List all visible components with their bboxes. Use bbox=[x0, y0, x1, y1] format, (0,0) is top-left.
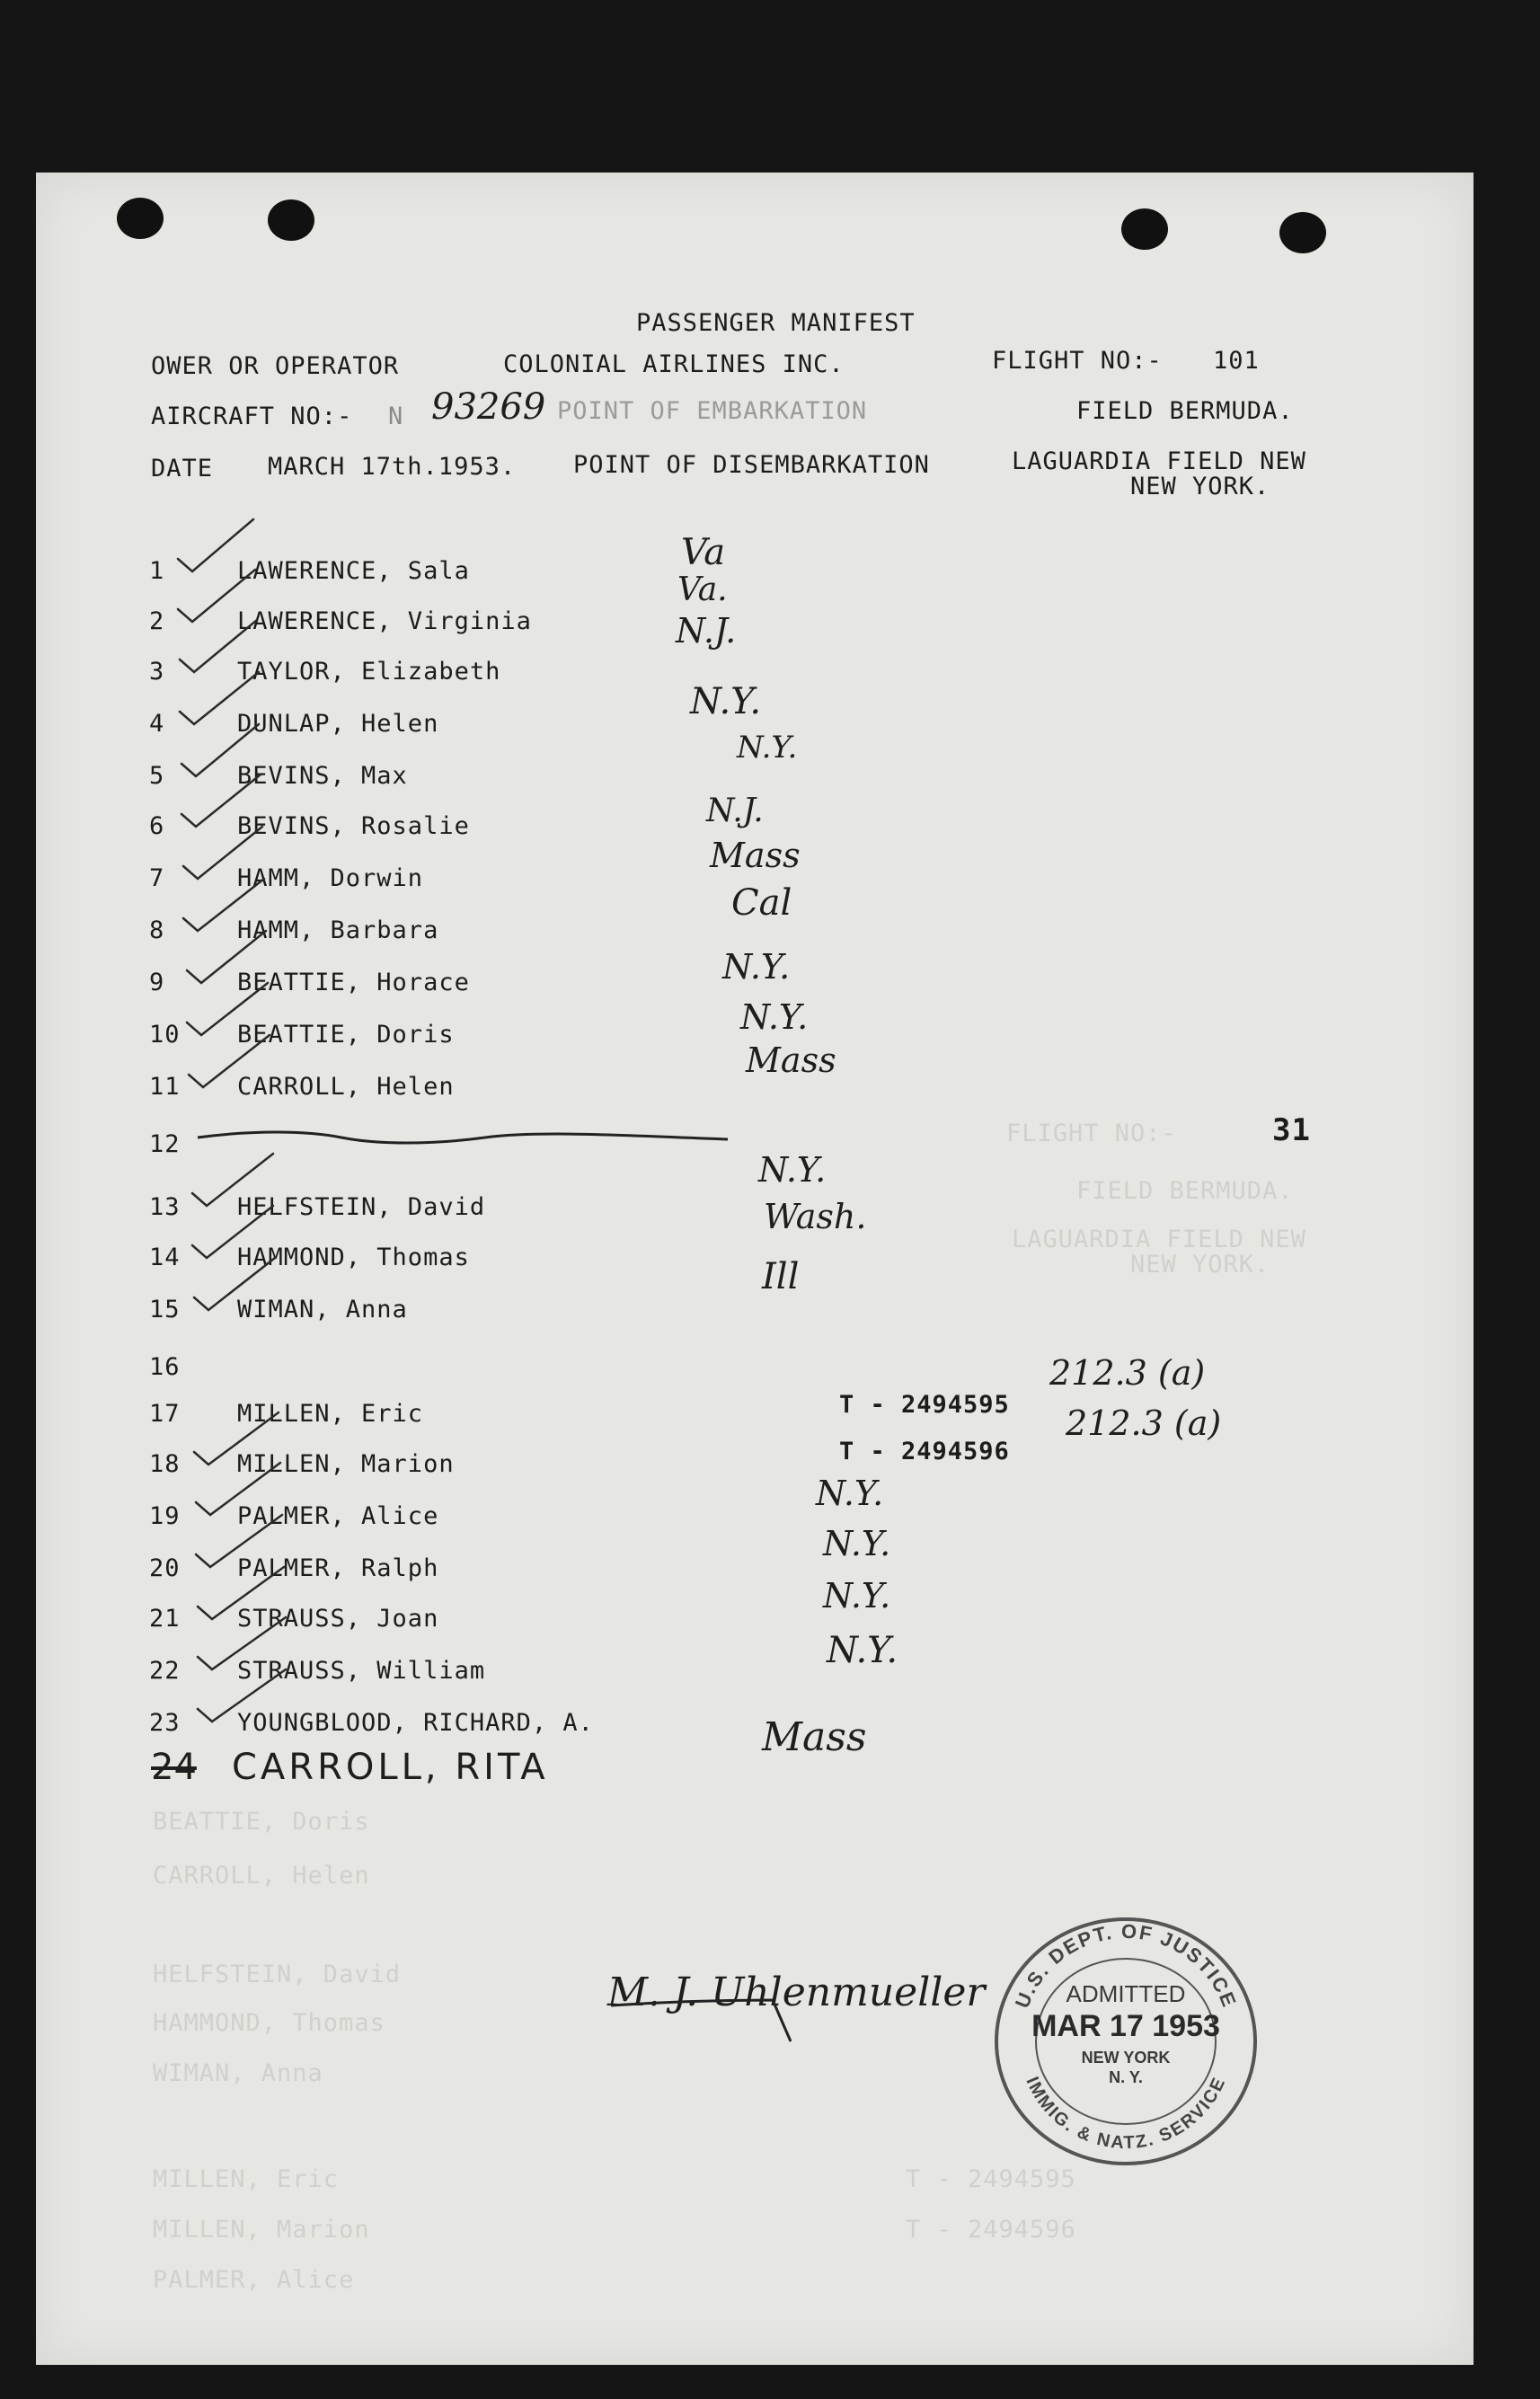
flight-label: FLIGHT NO:- bbox=[992, 347, 1163, 375]
manifest-page bbox=[36, 173, 1474, 2365]
residence-mark: N.Y. bbox=[690, 681, 762, 722]
page-title: PASSENGER MANIFEST bbox=[636, 309, 916, 337]
date-label: DATE bbox=[151, 455, 214, 482]
passenger-name: TAYLOR, Elizabeth bbox=[237, 658, 501, 686]
bleed-through-text: HELFSTEIN, David bbox=[153, 1961, 402, 1988]
inspector-signature: M. J. Uhlenmueller bbox=[607, 1970, 986, 2015]
disembarkation-value: LAGUARDIA FIELD NEW bbox=[1012, 447, 1306, 475]
alien-registration-number: T - 2494596 bbox=[839, 1438, 1010, 1465]
row-number: 3 bbox=[149, 658, 165, 686]
embarkation-label: POINT OF EMBARKATION bbox=[557, 397, 868, 425]
passenger-name: BEATTIE, Doris bbox=[237, 1021, 455, 1049]
stamp-place-2: N. Y. bbox=[1109, 2068, 1143, 2086]
residence-mark: N.Y. bbox=[827, 1630, 898, 1671]
passenger-name: BEVINS, Max bbox=[237, 762, 408, 790]
row-number: 9 bbox=[149, 969, 165, 996]
bleed-through-text: HAMMOND, Thomas bbox=[153, 2009, 385, 2037]
passenger-name: HAMM, Dorwin bbox=[237, 864, 424, 892]
owner-label: OWER OR OPERATOR bbox=[151, 352, 400, 380]
bleed-through-text: NEW YORK. bbox=[1130, 1251, 1270, 1279]
section-note: 212.3 (a) bbox=[1066, 1403, 1222, 1443]
disembarkation-value-line-2: NEW YORK. bbox=[1130, 473, 1270, 500]
punch-hole-1 bbox=[117, 198, 164, 239]
row-number: 8 bbox=[149, 916, 165, 944]
residence-mark: Wash. bbox=[764, 1197, 867, 1236]
stamp-ring-top-text: U.S. DEPT. OF JUSTICE bbox=[1010, 1919, 1242, 2012]
residence-mark: Cal bbox=[731, 882, 792, 924]
bleed-through-text: FIELD BERMUDA. bbox=[1076, 1177, 1294, 1205]
passenger-name: CARROLL, Helen bbox=[237, 1073, 455, 1101]
residence-mark: Mass bbox=[710, 836, 801, 875]
row-number: 15 bbox=[149, 1296, 181, 1323]
bleed-through-text: MILLEN, Eric bbox=[153, 2165, 340, 2193]
row-number: 2 bbox=[149, 607, 165, 635]
aircraft-label: AIRCRAFT NO:- bbox=[151, 403, 353, 430]
passenger-name: LAWERENCE, Sala bbox=[237, 557, 470, 585]
passenger-name: WIMAN, Anna bbox=[237, 1296, 408, 1323]
passenger-name: PALMER, Alice bbox=[237, 1502, 439, 1530]
row-number: 13 bbox=[149, 1193, 181, 1221]
stamp-ring-bottom-text: IMMIG. & NATZ. SERVICE bbox=[1022, 2073, 1230, 2154]
owner-value: COLONIAL AIRLINES INC. bbox=[503, 350, 845, 378]
bleed-through-text: LAGUARDIA FIELD NEW bbox=[1012, 1226, 1306, 1253]
section-note: 212.3 (a) bbox=[1049, 1353, 1206, 1393]
row-number: 11 bbox=[149, 1073, 181, 1101]
row-number: 14 bbox=[149, 1244, 181, 1271]
residence-mark: Va. bbox=[677, 571, 728, 608]
passenger-name: STRAUSS, William bbox=[237, 1657, 486, 1685]
stamp-place: NEW YORK bbox=[1081, 2049, 1171, 2067]
passenger-name: BEVINS, Rosalie bbox=[237, 812, 470, 840]
row-number: 22 bbox=[149, 1657, 181, 1685]
passenger-name: BEATTIE, Horace bbox=[237, 969, 470, 996]
residence-mark: Mass bbox=[762, 1714, 867, 1760]
residence-mark: N.Y. bbox=[816, 1474, 884, 1513]
residence-mark: N.Y. bbox=[823, 1524, 891, 1563]
bleed-through-text: FLIGHT NO:- bbox=[1006, 1120, 1177, 1147]
punch-hole-3 bbox=[1121, 208, 1168, 250]
punch-hole-4 bbox=[1279, 212, 1326, 253]
row-number: 10 bbox=[149, 1021, 181, 1049]
date-value: MARCH 17th.1953. bbox=[268, 453, 517, 481]
row-number: 7 bbox=[149, 864, 165, 892]
passenger-name: HELFSTEIN, David bbox=[237, 1193, 486, 1221]
residence-mark: N.J. bbox=[676, 611, 737, 651]
row-number: 16 bbox=[149, 1353, 181, 1381]
residence-mark: N.J. bbox=[706, 792, 764, 829]
residence-mark: Mass bbox=[746, 1040, 836, 1080]
row-number: 17 bbox=[149, 1400, 181, 1428]
stamp-status: ADMITTED bbox=[1066, 1980, 1186, 2007]
residence-mark: Va bbox=[681, 532, 726, 573]
row-number: 24 bbox=[151, 1747, 197, 1788]
residence-mark: N.Y. bbox=[758, 1150, 827, 1190]
signature-flourish bbox=[611, 1979, 1024, 2050]
embarkation-value: FIELD BERMUDA. bbox=[1076, 397, 1294, 425]
residence-mark: Ill bbox=[762, 1256, 800, 1297]
passenger-name: CARROLL, RITA bbox=[232, 1747, 549, 1788]
row-number: 1 bbox=[149, 557, 165, 585]
bleed-through-text: T - 2494596 bbox=[906, 2216, 1076, 2244]
passenger-name: PALMER, Ralph bbox=[237, 1554, 439, 1582]
bleed-through-text: WIMAN, Anna bbox=[153, 2059, 323, 2087]
bleed-through-text: BEATTIE, Doris bbox=[153, 1808, 370, 1836]
passenger-name: LAWERENCE, Virginia bbox=[237, 607, 532, 635]
bleed-through-text: MILLEN, Marion bbox=[153, 2216, 370, 2244]
punch-hole-2 bbox=[268, 199, 314, 241]
disembarkation-label: POINT OF DISEMBARKATION bbox=[573, 451, 930, 479]
row-number: 4 bbox=[149, 710, 165, 738]
residence-mark: N.Y. bbox=[740, 997, 809, 1037]
row-number: 19 bbox=[149, 1502, 181, 1530]
passenger-name: HAMM, Barbara bbox=[237, 916, 439, 944]
row-number: 6 bbox=[149, 812, 165, 840]
row-number: 5 bbox=[149, 762, 165, 790]
admitted-stamp bbox=[987, 1907, 1265, 2167]
stamp-date: MAR 17 1953 bbox=[1031, 2009, 1220, 2043]
alien-registration-number: T - 2494595 bbox=[839, 1391, 1010, 1419]
passenger-name: MILLEN, Eric bbox=[237, 1400, 424, 1428]
row-number: 21 bbox=[149, 1605, 181, 1633]
row-number: 18 bbox=[149, 1450, 181, 1478]
bleed-through-text: CARROLL, Helen bbox=[153, 1862, 370, 1890]
residence-mark: N.Y. bbox=[737, 730, 798, 766]
bleed-through-text: T - 2494595 bbox=[906, 2165, 1076, 2193]
bleed-through-text: PALMER, Alice bbox=[153, 2266, 355, 2294]
passenger-name: HAMMOND, Thomas bbox=[237, 1244, 470, 1271]
aircraft-number: 93269 bbox=[431, 386, 546, 428]
passenger-name: MILLEN, Marion bbox=[237, 1450, 455, 1478]
row-number: 20 bbox=[149, 1554, 181, 1582]
aircraft-prefix: N bbox=[388, 403, 404, 430]
row-number: 12 bbox=[149, 1130, 181, 1158]
passenger-name: STRAUSS, Joan bbox=[237, 1605, 439, 1633]
passenger-name: YOUNGBLOOD, RICHARD, A. bbox=[237, 1709, 594, 1737]
page-number: 31 bbox=[1272, 1112, 1311, 1148]
flight-value: 101 bbox=[1213, 347, 1260, 375]
row-number: 23 bbox=[149, 1709, 181, 1737]
residence-mark: N.Y. bbox=[823, 1576, 891, 1616]
check-marks bbox=[171, 514, 404, 1754]
residence-mark: N.Y. bbox=[722, 947, 791, 987]
passenger-name: DUNLAP, Helen bbox=[237, 710, 439, 738]
